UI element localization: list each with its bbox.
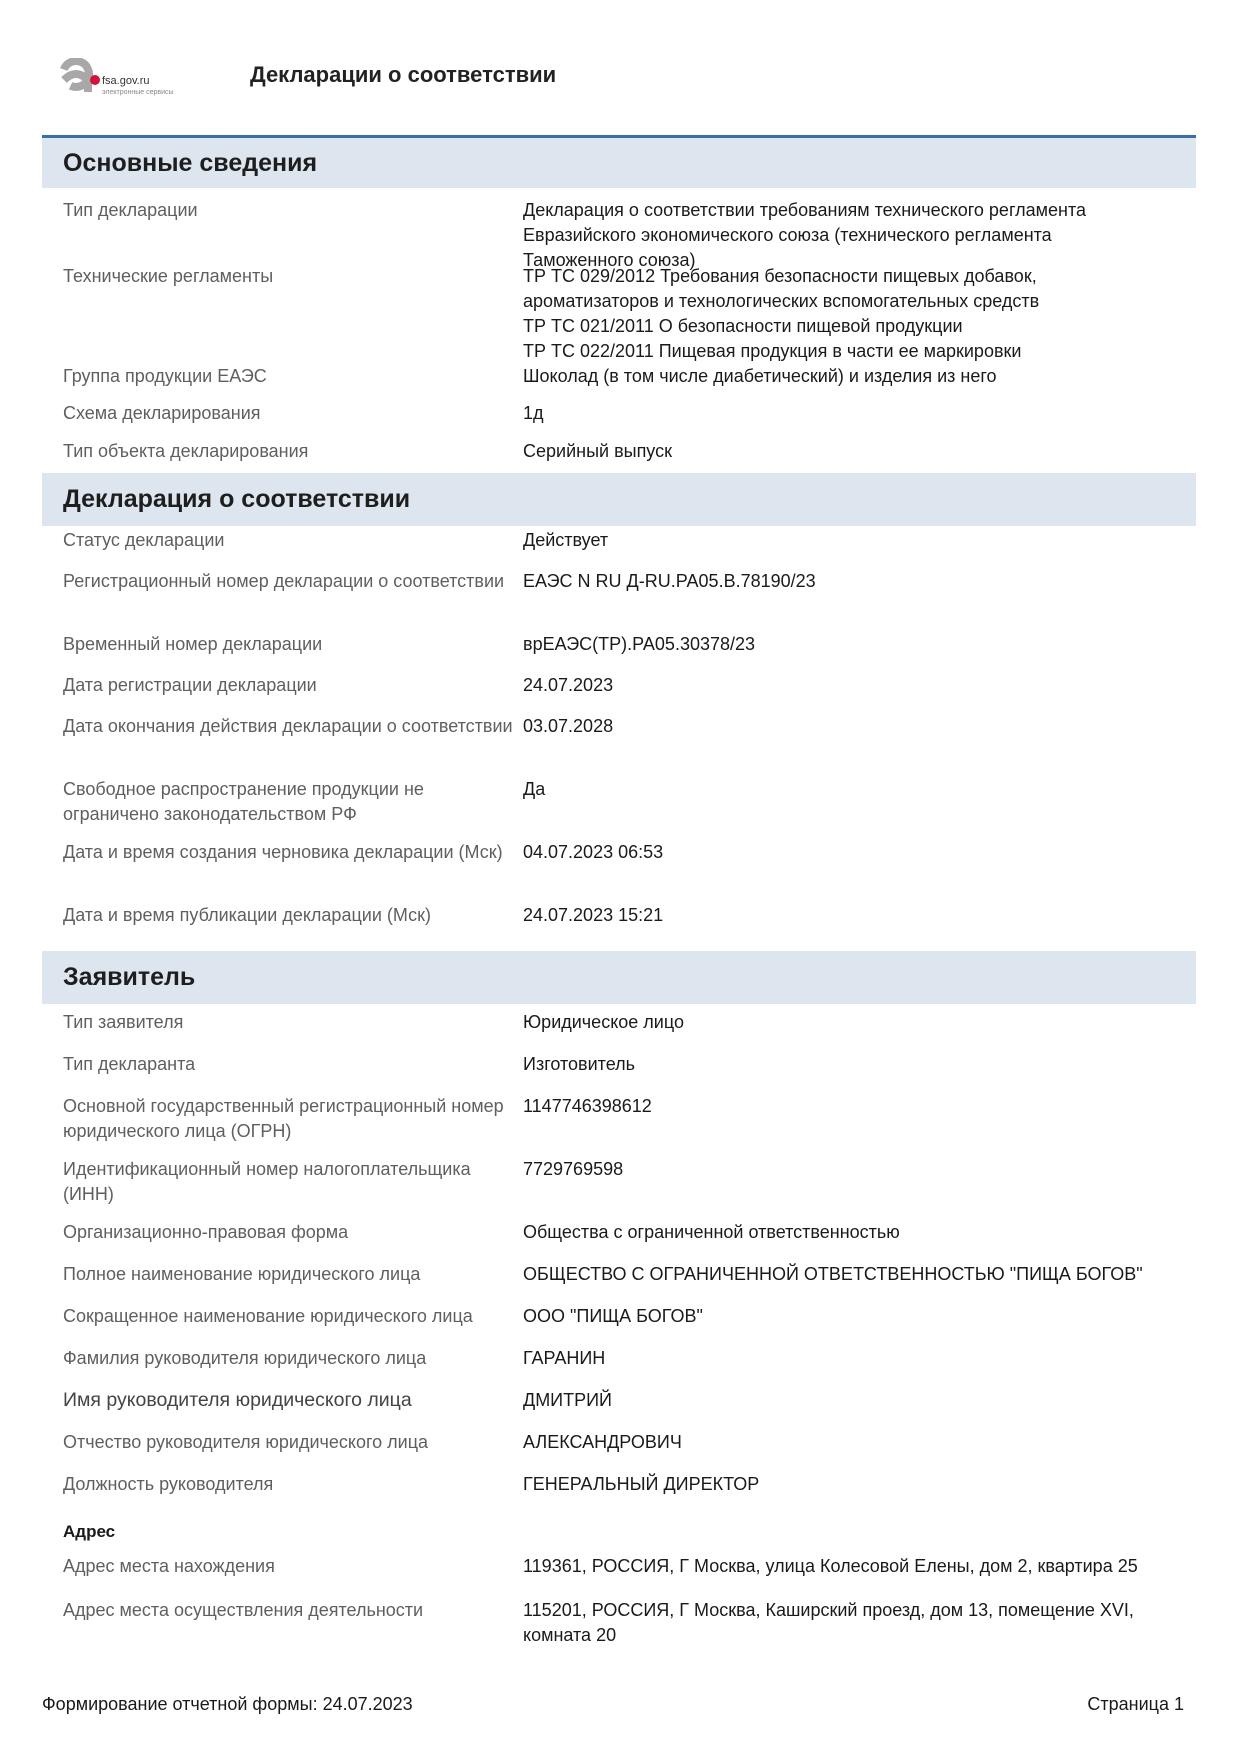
row-label: Тип объекта декларирования xyxy=(63,441,309,461)
row-value: Декларация о соответствии требованиям технического регламента Евразийского экономического союза (технического регламента Таможенного союза) xyxy=(523,200,1087,270)
row-label: Временный номер декларации xyxy=(63,634,323,654)
row-value: Шоколад (в том числе диабетический) и изделия из него xyxy=(523,366,997,386)
row-value: врЕАЭС(ТР).РА05.30378/23 xyxy=(523,634,756,654)
row-value: Да xyxy=(523,779,546,799)
row-address-activity xyxy=(42,1598,1196,1650)
section-applicant-header: Заявитель xyxy=(42,951,1196,1004)
row-declarant-type xyxy=(42,1052,1196,1094)
row-declaration-type xyxy=(42,198,1196,270)
row-label: Отчество руководителя юридического лица xyxy=(63,1432,429,1452)
row-ogrn xyxy=(42,1094,1196,1157)
row-value: ГАРАНИН xyxy=(523,1348,606,1368)
row-label: Основной государственный регистрационный номер юридического лица (ОГРН) xyxy=(63,1096,504,1141)
row-label: Фамилия руководителя юридического лица xyxy=(63,1348,427,1368)
row-short-name xyxy=(42,1304,1196,1346)
row-value: ООО "ПИЩА БОГОВ" xyxy=(523,1306,703,1326)
row-temp-number xyxy=(42,632,1196,673)
row-product-group xyxy=(42,364,1196,401)
row-head-name xyxy=(42,1388,1196,1430)
row-free-distribution xyxy=(42,777,1196,840)
page-footer xyxy=(42,1694,1184,1715)
row-label: Адрес места нахождения xyxy=(63,1556,275,1576)
row-label: Организационно-правовая форма xyxy=(63,1222,349,1242)
row-scheme xyxy=(42,401,1196,439)
row-label: Тип декларанта xyxy=(63,1054,196,1074)
row-label: Тип декларации xyxy=(63,200,198,220)
row-label: Адрес места осуществления деятельности xyxy=(63,1600,424,1620)
row-value: ОБЩЕСТВО С ОГРАНИЧЕННОЙ ОТВЕТСТВЕННОСТЬЮ "ПИЩА БОГОВ" xyxy=(523,1264,1143,1284)
row-label: Дата и время публикации декларации (Мск) xyxy=(63,905,431,925)
row-label: Дата окончания действия декларации о соответствии xyxy=(63,716,513,736)
page-header xyxy=(0,0,1240,135)
row-label: Дата регистрации декларации xyxy=(63,675,317,695)
row-draft-created xyxy=(42,840,1196,903)
row-value: 1д xyxy=(523,403,544,423)
row-value: 24.07.2023 xyxy=(523,675,614,695)
row-reg-date xyxy=(42,673,1196,714)
row-value: ГЕНЕРАЛЬНЫЙ ДИРЕКТОР xyxy=(523,1474,760,1494)
row-address-location xyxy=(42,1554,1196,1598)
logo-text: fsa.gov.ru xyxy=(102,75,150,87)
logo-subtext: электронные сервисы xyxy=(102,89,174,96)
row-inn xyxy=(42,1157,1196,1220)
fsa-logo xyxy=(58,58,208,118)
row-value: ЕАЭС N RU Д-RU.РА05.В.78190/23 xyxy=(523,571,816,591)
row-end-date xyxy=(42,714,1196,777)
row-value: 03.07.2028 xyxy=(523,716,614,736)
row-object-type xyxy=(42,439,1196,473)
row-value: Серийный выпуск xyxy=(523,441,672,461)
row-value: Действует xyxy=(523,530,609,550)
row-full-name xyxy=(42,1262,1196,1304)
row-tech-regulations xyxy=(42,264,1196,364)
row-label: Полное наименование юридического лица xyxy=(63,1264,421,1284)
row-value: 7729769598 xyxy=(523,1159,624,1179)
row-label: Идентификационный номер налогоплательщика (ИНН) xyxy=(63,1159,471,1204)
page-number: Страница 1 xyxy=(1087,1694,1184,1714)
row-label: Тип заявителя xyxy=(63,1012,184,1032)
row-label: Должность руководителя xyxy=(63,1474,274,1494)
row-label: Сокращенное наименование юридического лица xyxy=(63,1306,473,1326)
section-declaration-header: Декларация о соответствии xyxy=(42,473,1196,526)
row-label: Имя руководителя юридического лица xyxy=(63,1389,412,1411)
row-value: Общества с ограниченной ответственностью xyxy=(523,1222,900,1242)
row-legal-form xyxy=(42,1220,1196,1262)
report-date: Формирование отчетной формы: 24.07.2023 xyxy=(42,1694,413,1714)
row-label: Группа продукции ЕАЭС xyxy=(63,366,267,386)
section-main-header: Основные сведения xyxy=(42,135,1196,188)
row-published xyxy=(42,903,1196,951)
row-reg-number xyxy=(42,569,1196,632)
row-label: Свободное распространение продукции не ограничено законодательством РФ xyxy=(63,779,424,824)
row-value: 24.07.2023 15:21 xyxy=(523,905,664,925)
row-value: 04.07.2023 06:53 xyxy=(523,842,664,862)
row-status xyxy=(42,528,1196,569)
row-head-surname xyxy=(42,1346,1196,1388)
row-value: 1147746398612 xyxy=(523,1096,652,1116)
row-value: ТР ТС 029/2012 Требования безопасности пищевых добавок, ароматизаторов и технологических вспомогательных средств ТР ТС 021/2011 О безопасности пищевой продукции ТР ТС 022/2011 Пищевая продукция в части ее маркировки xyxy=(523,266,1040,361)
row-label: Технические регламенты xyxy=(63,266,274,286)
row-label: Дата и время создания черновика декларации (Мск) xyxy=(63,842,503,862)
row-value: 115201, РОССИЯ, Г Москва, Каширский проезд, дом 13, помещение XVI, комната 20 xyxy=(523,1600,1134,1645)
row-label: Регистрационный номер декларации о соответствии xyxy=(63,571,505,591)
document-body xyxy=(42,135,1196,1650)
row-head-position xyxy=(42,1472,1196,1522)
row-value: ДМИТРИЙ xyxy=(523,1390,612,1410)
address-subheading: Адрес xyxy=(63,1522,116,1541)
row-head-patronymic xyxy=(42,1430,1196,1472)
row-value: 119361, РОССИЯ, Г Москва, улица Колесовой Елены, дом 2, квартира 25 xyxy=(523,1556,1138,1576)
row-value: Юридическое лицо xyxy=(523,1012,684,1032)
row-label: Схема декларирования xyxy=(63,403,261,423)
row-label: Статус декларации xyxy=(63,530,225,550)
document-title: Декларации о соответствии xyxy=(250,62,557,87)
row-value: Изготовитель xyxy=(523,1054,635,1074)
row-applicant-type xyxy=(42,1010,1196,1052)
row-value: АЛЕКСАНДРОВИЧ xyxy=(523,1432,682,1452)
